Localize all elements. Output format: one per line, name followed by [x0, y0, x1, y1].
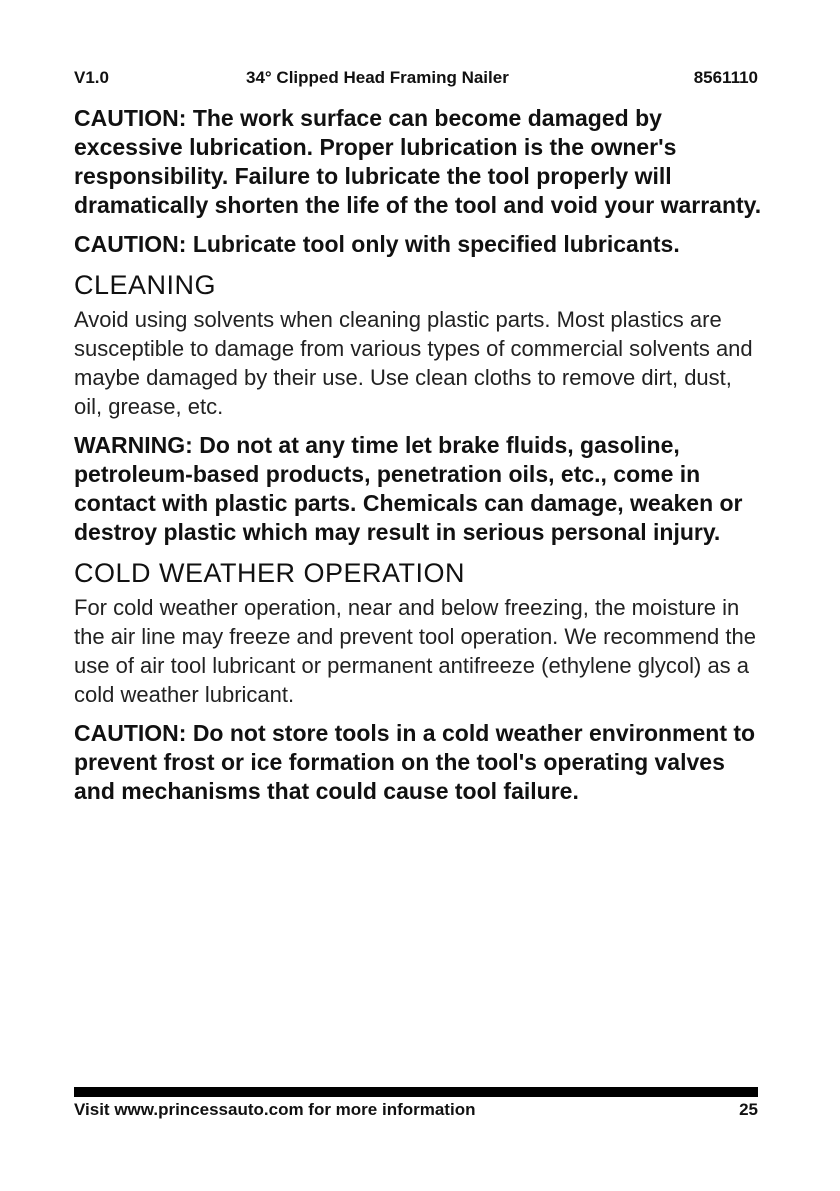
section-heading-cold-weather: COLD WEATHER OPERATION — [74, 558, 466, 588]
page-number: 25 — [739, 1100, 758, 1119]
section-heading-cleaning: CLEANING — [74, 270, 217, 300]
cold-weather-body: For cold weather operation, near and below freezing, the moisture in the air line may freeze and prevent tool operation. We recommend the use of air tool lubricant or permanent antifreeze (ethylene glycol) as a cold weather lubricant. — [74, 595, 756, 707]
footer-divider — [74, 1087, 758, 1097]
page-footer — [74, 1100, 758, 1124]
cleaning-body: Avoid using solvents when cleaning plastic parts. Most plastics are susceptible to damage from various types of commercial solvents and maybe damaged by their use. Use clean cloths to remove dirt, dust, oil, grease, etc. — [74, 307, 753, 419]
version-label: V1.0 — [74, 68, 109, 87]
caution-lubrication-damage: CAUTION: The work surface can become damaged by excessive lubrication. Proper lubrication is the owner's responsibility. Failure to lubricate the tool properly will dramatically shorten the life of the tool and void your warranty. — [74, 105, 762, 218]
page-content — [74, 104, 764, 816]
warning-chemicals: WARNING: Do not at any time let brake fluids, gasoline, petroleum-based products, penetration oils, etc., come in contact with plastic parts. Chemicals can damage, weaken or destroy plastic which may result in serious personal injury. — [74, 432, 743, 545]
caution-cold-storage: CAUTION: Do not store tools in a cold weather environment to prevent frost or ice formation on the tool's operating valves and mechanisms that could cause tool failure. — [74, 720, 756, 804]
caution-specified-lubricants: CAUTION: Lubricate tool only with specified lubricants. — [74, 231, 680, 257]
website-info: Visit www.princessauto.com for more information — [74, 1100, 476, 1119]
part-number: 8561110 — [693, 68, 758, 87]
page-header — [74, 68, 758, 92]
document-title: 34° Clipped Head Framing Nailer — [246, 68, 509, 87]
